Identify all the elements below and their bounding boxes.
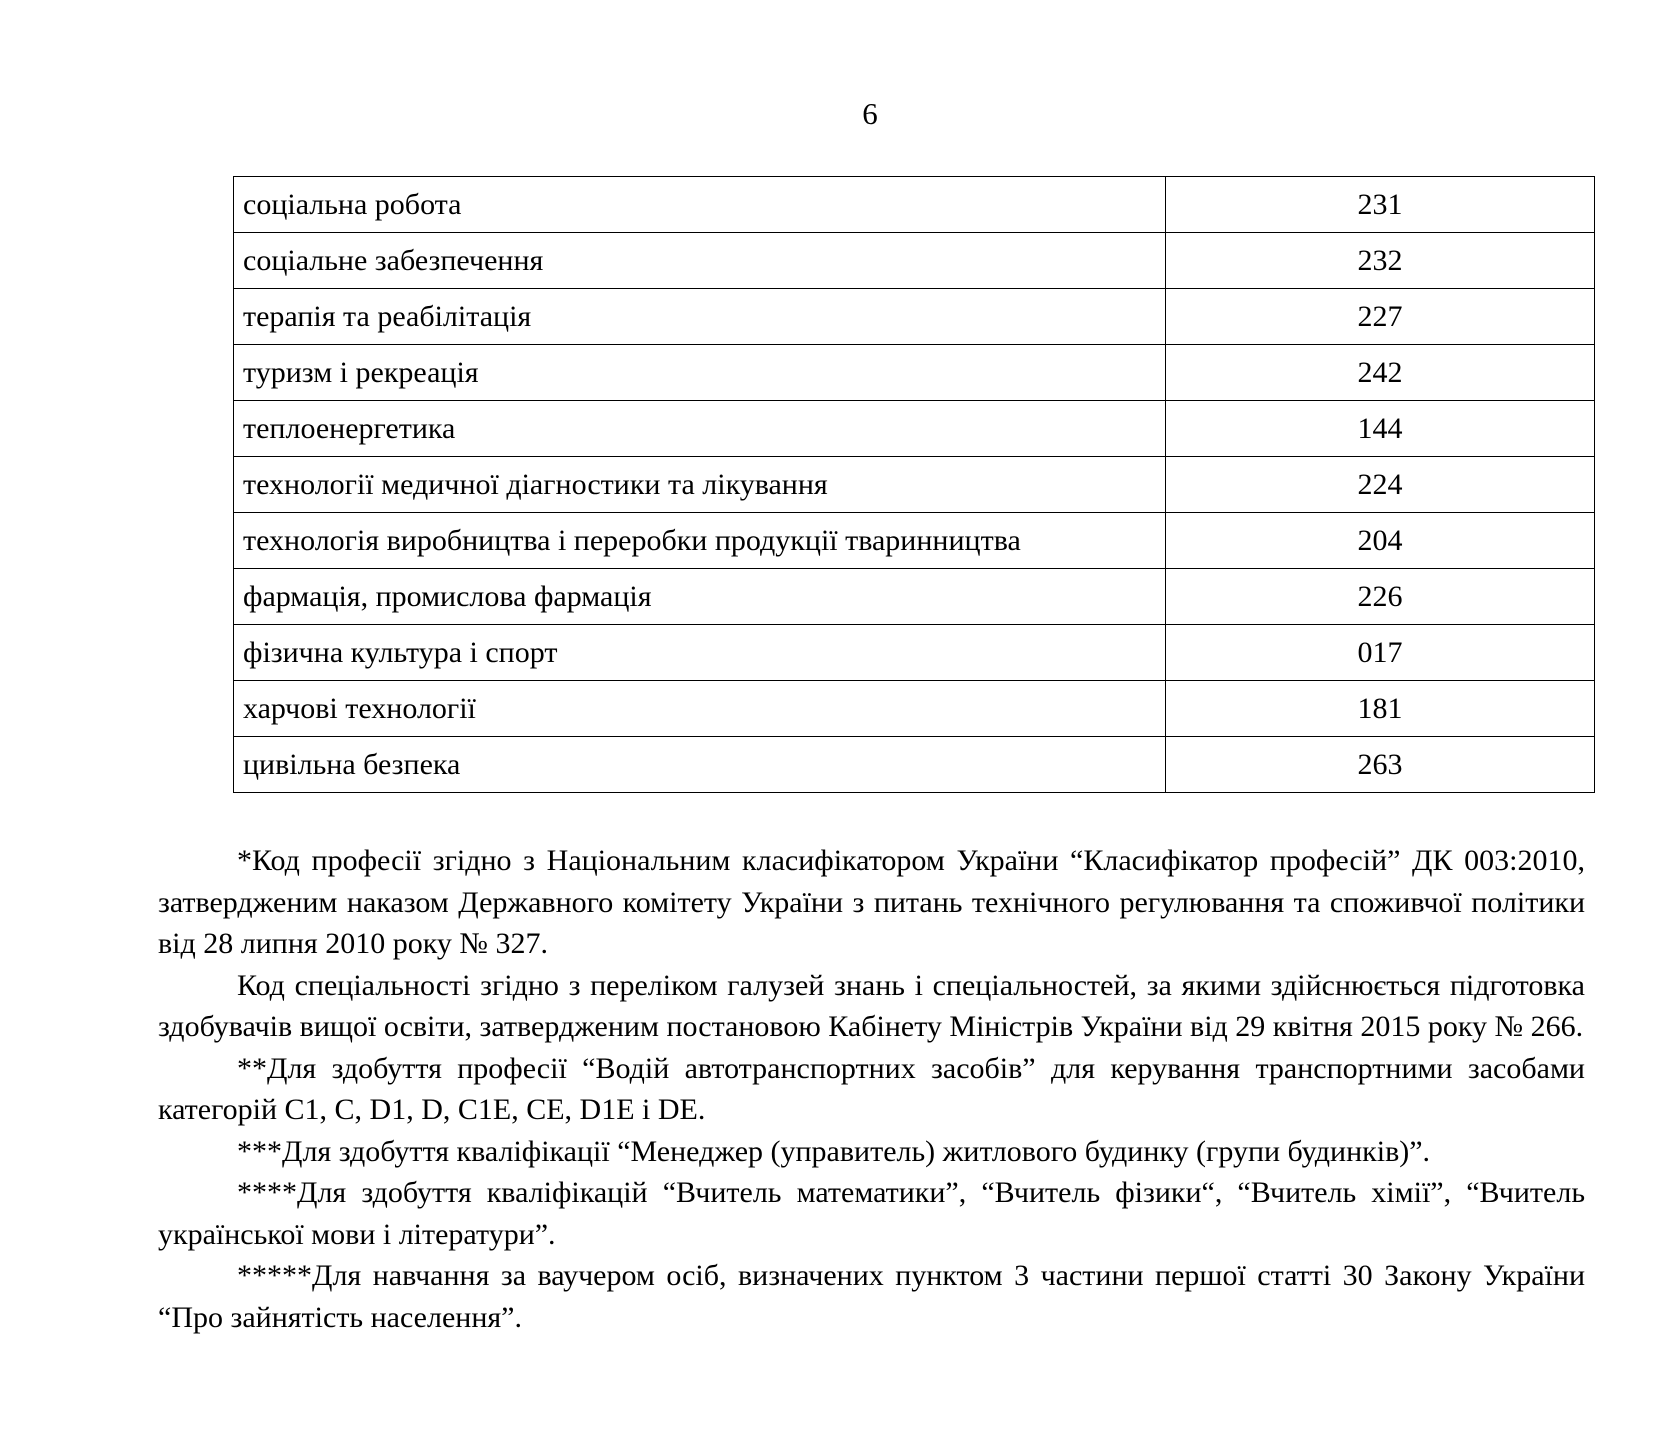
specialty-name-cell: терапія та реабілітація <box>234 289 1166 345</box>
specialties-table-body <box>234 177 1595 793</box>
specialties-table <box>233 176 1595 793</box>
footnote-profession-code: *Код професії згідно з Національним класифікатором України “Класифікатор професій” ДК 003:2010, затвердженим наказом Державного комітету України з питань технічного регулювання та споживчої політики від 28 липня 2010 року № 327. <box>158 844 1585 960</box>
specialty-code-cell: 226 <box>1166 569 1595 625</box>
specialty-name-cell: харчові технології <box>234 681 1166 737</box>
specialty-name-cell: соціальна робота <box>234 177 1166 233</box>
specialty-name-cell: теплоенергетика <box>234 401 1166 457</box>
specialty-name-cell: соціальне забезпечення <box>234 233 1166 289</box>
specialty-code-cell: 181 <box>1166 681 1595 737</box>
specialty-code-cell: 232 <box>1166 233 1595 289</box>
table-row <box>234 401 1595 457</box>
specialty-code-cell: 263 <box>1166 737 1595 793</box>
footnote-voucher: *****Для навчання за ваучером осіб, визначених пунктом 3 частини першої статті 30 Закону України “Про зайнятість населення”. <box>158 1259 1585 1334</box>
table-row <box>234 289 1595 345</box>
specialty-code-cell: 227 <box>1166 289 1595 345</box>
specialty-name-cell: технології медичної діагностики та лікування <box>234 457 1166 513</box>
table-row <box>234 177 1595 233</box>
specialty-code-cell: 242 <box>1166 345 1595 401</box>
table-row <box>234 233 1595 289</box>
table-row <box>234 345 1595 401</box>
specialty-code-cell: 224 <box>1166 457 1595 513</box>
footnote-specialty-code: Код спеціальності згідно з переліком галузей знань і спеціальностей, за якими здійснюється підготовка здобувачів вищої освіти, затвердженим постановою Кабінету Міністрів України від 29 квітня 2015 року № 266. <box>158 968 1585 1043</box>
specialty-name-cell: фізична культура і спорт <box>234 625 1166 681</box>
table-row <box>234 681 1595 737</box>
table-row <box>234 569 1595 625</box>
table-row <box>234 737 1595 793</box>
table-row <box>234 625 1595 681</box>
specialty-name-cell: фармація, промислова фармація <box>234 569 1166 625</box>
footnote-teacher: ****Для здобуття кваліфікацій “Вчитель математики”, “Вчитель фізики“, “Вчитель хімії”, “Вчитель української мови і літератури”. <box>158 1176 1585 1251</box>
specialty-code-cell: 144 <box>1166 401 1595 457</box>
footnote-building-manager: ***Для здобуття кваліфікації “Менеджер (управитель) житлового будинку (групи будинків)”. <box>237 1134 1431 1168</box>
specialty-code-cell: 017 <box>1166 625 1595 681</box>
specialty-code-cell: 204 <box>1166 513 1595 569</box>
specialty-name-cell: технологія виробництва і переробки продукції тваринництва <box>234 513 1166 569</box>
footnote-driver: **Для здобуття професії “Водій автотранспортних засобів” для керування транспортними засобами категорій C1, C, D1, D, C1E, CE, D1E і DE. <box>158 1051 1585 1126</box>
table-row <box>234 513 1595 569</box>
specialty-name-cell: цивільна безпека <box>234 737 1166 793</box>
footnotes <box>158 840 1585 1338</box>
table-row <box>234 457 1595 513</box>
specialty-code-cell: 231 <box>1166 177 1595 233</box>
page-number: 6 <box>862 96 878 131</box>
specialty-name-cell: туризм і рекреація <box>234 345 1166 401</box>
